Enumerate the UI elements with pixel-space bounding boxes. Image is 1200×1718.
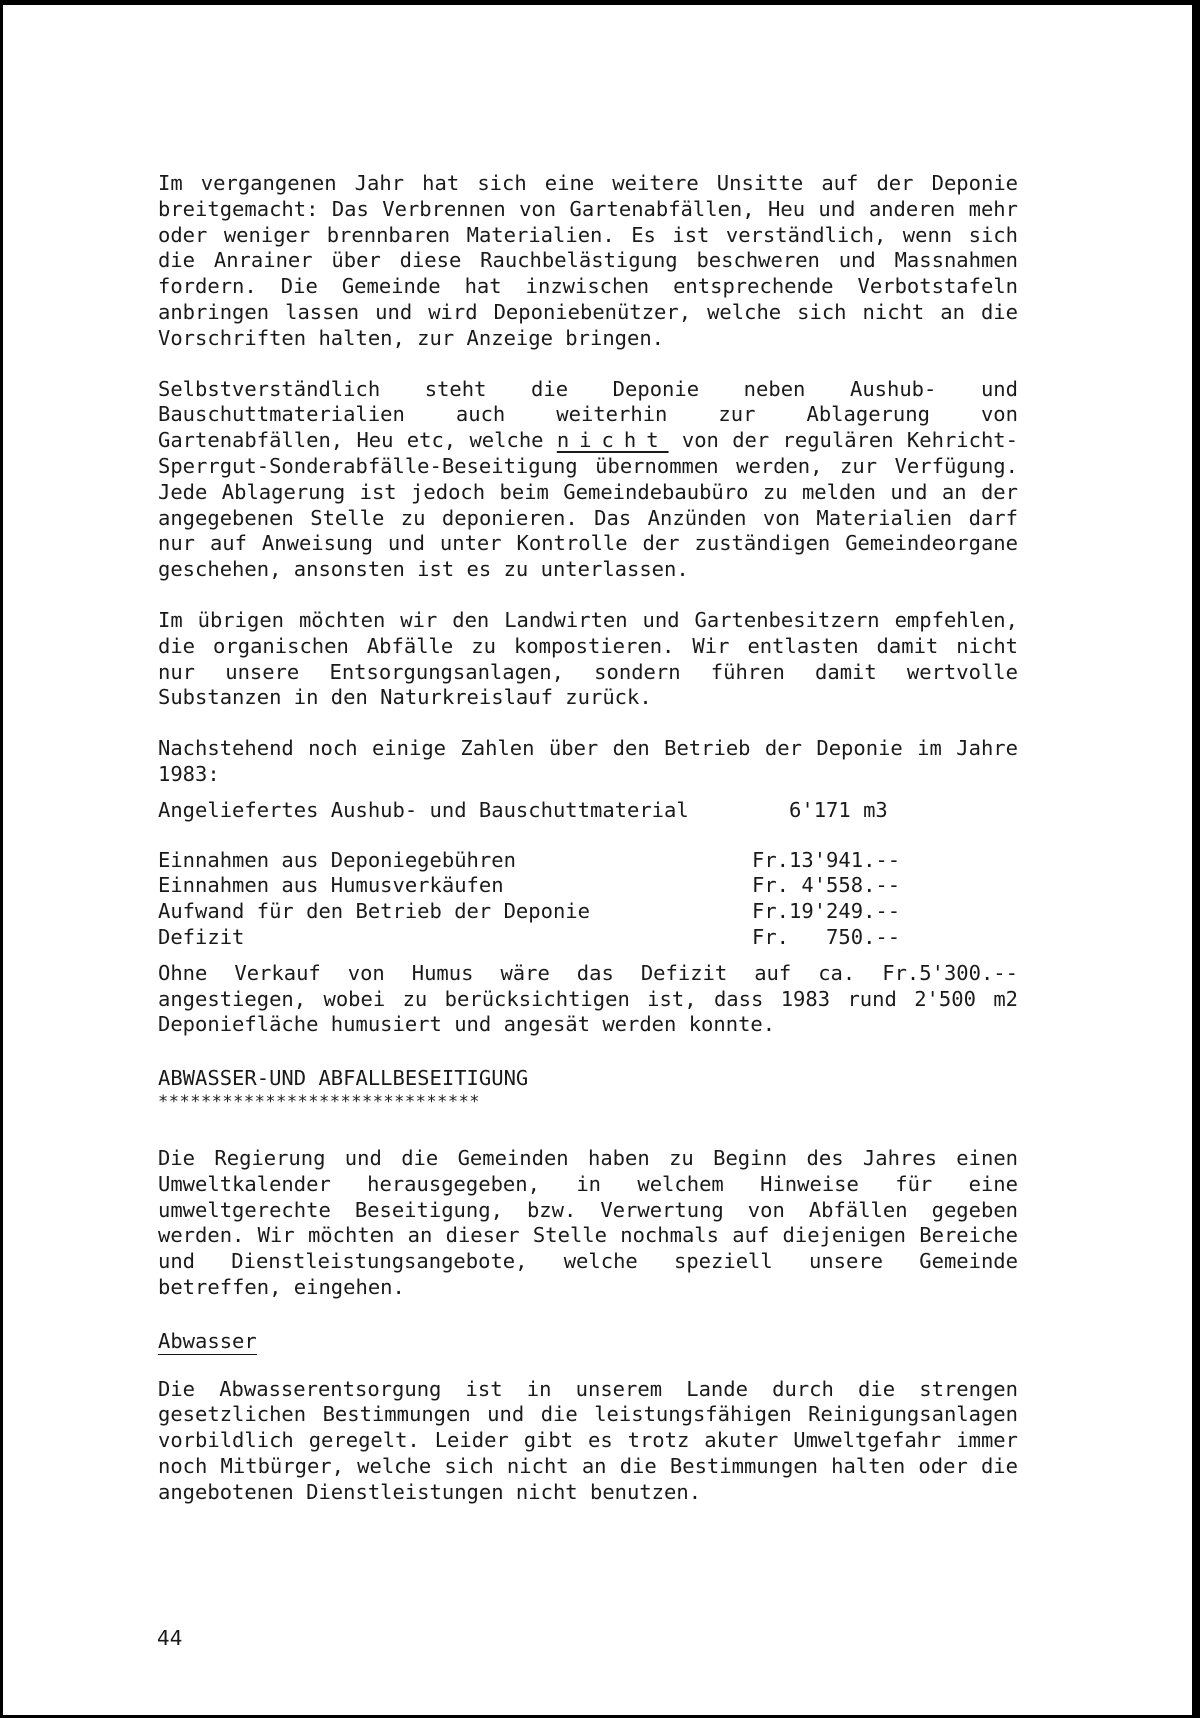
figures-value: Fr.13'941.-- (752, 847, 901, 872)
figures-value: 6'171 m3 (752, 797, 888, 822)
figures-row-material (158, 798, 1018, 824)
paragraph-deponie-unsitte: Im vergangenen Jahr hat sich eine weitere Unsitte auf der Deponie breitgemacht: Das Verbrennen von Gartenabfällen, Heu und anderen mehr oder weniger brennbaren Materialien. Es ist verständlich, wenn sich die Anrainer über diese Rauchbelästigung beschweren und Massnahmen fordern. Die Gemeinde hat inzwischen entsprechende Verbotstafeln anbringen lassen und wird Deponiebenützer, welche sich nicht an die Vorschriften halten, zur Anzeige bringen. (158, 171, 1018, 350)
subsection-heading: Abwasser (158, 1328, 257, 1353)
paragraph-kompostieren: Im übrigen möchten wir den Landwirten und Gartenbesitzern empfehlen, die organischen Abfälle zu kompostieren. Wir entlasten damit nicht nur unsere Entsorgungsanlagen, sondern führen damit wertvolle Substanzen in den Naturkreislauf zurück. (158, 607, 1018, 710)
section-heading-underline: ****************************** (158, 1091, 481, 1112)
figures-label: Einnahmen aus Humusverkäufen (158, 873, 504, 898)
figures-row (158, 899, 1018, 925)
subsection-heading-wrapper (158, 1329, 1018, 1355)
figures-label: Angeliefertes Aushub- und Bauschuttmaterial (158, 797, 689, 822)
paragraph-defizit: Ohne Verkauf von Humus wäre das Defizit auf ca. Fr.5'300.-- angestiegen, wobei zu berücksichtigen ist, dass 1983 rund 2'500 m2 Deponiefläche humusiert und angesät werden konnte. (158, 960, 1018, 1037)
emphasized-word: nicht (556, 428, 669, 453)
section-heading: ABWASSER-UND ABFALLBESEITIGUNG (158, 1066, 529, 1091)
paragraph-text-after: von der regulären Kehricht-Sperrgut-Sonderabfälle-Beseitigung übernommen werden, zur Verfügung. Jede Ablagerung ist jedoch beim Gemeindebaubüro zu melden und an der angegebenen Stelle zu deponieren. Das Anzünden von Materialien darf nur auf Anweisung und unter Kontrolle der zuständigen Gemeindeorgane geschehen, ansonsten ist es zu unterlassen. (158, 428, 1018, 582)
figures-label: Einnahmen aus Deponiegebühren (158, 847, 516, 872)
paragraph-zahlen-intro: Nachstehend noch einige Zahlen über den Betrieb der Deponie im Jahre 1983: (158, 736, 1018, 786)
document-page (3, 5, 1192, 1715)
paragraph-abwasser: Die Abwasserentsorgung ist in unserem Lande durch die strengen gesetzlichen Bestimmungen und die leistungsfähigen Reinigungsanlagen vorbildlich geregelt. Leider gibt es trotz akuter Umweltgefahr immer noch Mitbürger, welche sich nicht an die Bestimmungen halten oder die angebotenen Dienstleistungen nicht benutzen. (158, 1376, 1018, 1504)
paragraph-deponie-ablagerung (158, 377, 1018, 583)
figures-label: Aufwand für den Betrieb der Deponie (158, 899, 590, 924)
figures-value: Fr. 750.-- (752, 924, 901, 949)
figures-value: Fr. 4'558.-- (752, 873, 901, 898)
figures-label: Defizit (158, 924, 245, 949)
paragraph-umweltkalender: Die Regierung und die Gemeinden haben zu Beginn des Jahres einen Umweltkalender herausgegeben, in welchem Hinweise für eine umweltgerechte Beseitigung, bzw. Verwertung von Abfällen gegeben werden. Wir möchten an dieser Stelle nochmals auf diejenigen Bereiche und Dienstleistungsangebote, welche speziell unsere Gemeinde betreffen, eingehen. (158, 1145, 1018, 1299)
page-number: 44 (157, 1626, 183, 1650)
figures-row (158, 848, 1018, 874)
figures-row (158, 873, 1018, 899)
figures-row (158, 925, 1018, 951)
figures-value: Fr.19'249.-- (752, 899, 901, 924)
page-content (158, 171, 1018, 1506)
paragraph-text-before: Selbstverständlich steht die Deponie neben Aushub- und Bauschuttmaterialien auch weiterhin zur Ablagerung von Gartenabfällen, Heu etc, welche (158, 376, 1018, 453)
